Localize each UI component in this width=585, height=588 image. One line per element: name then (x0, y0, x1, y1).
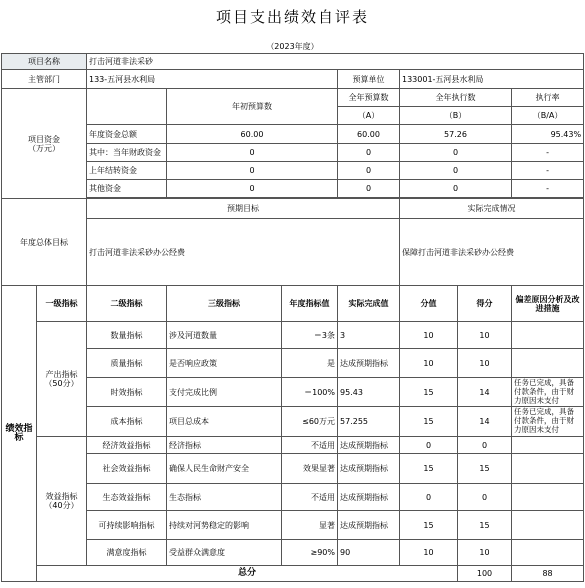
funds-exec: 57.26 (400, 125, 512, 144)
funds-row (2, 162, 584, 180)
perf-target: 是 (282, 349, 338, 378)
funds-annual: 0 (338, 180, 400, 198)
perf-target: 效果显著 (282, 454, 338, 484)
perf-got: 14 (458, 407, 512, 437)
perf-row (2, 322, 584, 349)
perf-row (2, 540, 584, 566)
perf-target: 不适用 (282, 484, 338, 511)
perf-l3: 持续对河势稳定的影响 (167, 511, 282, 540)
perf-actual: 95.43 (338, 378, 400, 407)
total-score: 100 (458, 566, 512, 582)
funds-annual: 60.00 (338, 125, 400, 144)
funds-exec: 0 (400, 180, 512, 198)
perf-l2: 质量指标 (87, 349, 167, 378)
funds-rate: - (512, 180, 584, 198)
perf-l2: 满意度指标 (87, 540, 167, 566)
perf-target: ＝3条 (282, 322, 338, 349)
perf-target: ≤60万元 (282, 407, 338, 437)
funds-rate: 95.43% (512, 125, 584, 144)
funds-corner (87, 89, 167, 125)
perf-header-l2: 二级指标 (87, 286, 167, 322)
perf-reason (512, 322, 584, 349)
page-title: 项目支出绩效自评表 (215, 8, 369, 26)
total-label: 总分 (37, 566, 458, 582)
goals-actual: 保障打击河道非法采砂办公经费 (400, 219, 584, 286)
perf-l2: 可持续影响指标 (87, 511, 167, 540)
total-got: 88 (512, 566, 584, 582)
header-a: （A） (338, 107, 400, 125)
perf-l3: 项目总成本 (167, 407, 282, 437)
perf-reason (512, 437, 584, 454)
funds-rate: - (512, 144, 584, 162)
output-label: 产出指标（50分） (37, 322, 87, 437)
perf-reason: 任务已完成，具备付款条件，由于财力原因未支付 (512, 407, 584, 437)
perf-header-score: 分值 (400, 286, 458, 322)
funds-row (2, 125, 584, 144)
perf-row (2, 484, 584, 511)
funds-initial: 0 (167, 162, 338, 180)
perf-reason (512, 484, 584, 511)
goals-expected: 打击河道非法采砂办公经费 (87, 219, 400, 286)
perf-target: 显著 (282, 511, 338, 540)
funds-row-label: 年度资金总额 (87, 125, 167, 144)
perf-row (2, 378, 584, 407)
funds-row-label: 其中：当年财政资金 (87, 144, 167, 162)
perf-actual: 3 (338, 322, 400, 349)
dept-value: 133-五河县水利局 (87, 70, 338, 89)
perf-l3: 是否响应政策 (167, 349, 282, 378)
funds-annual: 0 (338, 144, 400, 162)
perf-label: 绩效指标 (2, 286, 37, 582)
perf-reason (512, 511, 584, 540)
goals-label: 年度总体目标 (2, 199, 87, 286)
perf-l3: 确保人民生命财产安全 (167, 454, 282, 484)
perf-l3: 涉及河道数量 (167, 322, 282, 349)
perf-reason: 任务已完成，具备付款条件，由于财力原因未支付 (512, 378, 584, 407)
project-name-label: 项目名称 (2, 54, 87, 70)
perf-header-got: 得分 (458, 286, 512, 322)
perf-header-l3: 三级指标 (167, 286, 282, 322)
funds-initial: 0 (167, 180, 338, 198)
perf-score: 10 (400, 322, 458, 349)
goals-expected-header: 预期目标 (87, 199, 400, 219)
perf-reason (512, 540, 584, 566)
perf-row (2, 407, 584, 437)
perf-reason (512, 349, 584, 378)
dept-label: 主管部门 (2, 70, 87, 89)
perf-target: ≥90% (282, 540, 338, 566)
perf-row (2, 454, 584, 484)
perf-row (2, 349, 584, 378)
perf-actual: 90 (338, 540, 400, 566)
perf-actual: 达成预期指标 (338, 511, 400, 540)
funds-initial: 60.00 (167, 125, 338, 144)
project-name-value: 打击河道非法采砂 (87, 54, 584, 70)
perf-got: 10 (458, 540, 512, 566)
perf-actual: 达成预期指标 (338, 454, 400, 484)
perf-header-l1: 一级指标 (37, 286, 87, 322)
perf-got: 15 (458, 454, 512, 484)
header-annual: 全年预算数 (338, 89, 400, 107)
perf-got: 14 (458, 378, 512, 407)
header-exec: 全年执行数 (400, 89, 512, 107)
perf-score: 15 (400, 378, 458, 407)
perf-score: 15 (400, 407, 458, 437)
perf-got: 10 (458, 322, 512, 349)
perf-l2: 数量指标 (87, 322, 167, 349)
funds-row-label: 上年结转资金 (87, 162, 167, 180)
funds-exec: 0 (400, 162, 512, 180)
perf-score: 10 (400, 540, 458, 566)
unit-value: 133001-五河县水利局 (400, 70, 584, 89)
funds-row-label: 其他资金 (87, 180, 167, 198)
perf-score: 0 (400, 437, 458, 454)
unit-label: 预算单位 (338, 70, 400, 89)
perf-header-target: 年度指标值 (282, 286, 338, 322)
total-row (2, 566, 584, 582)
perf-score: 15 (400, 511, 458, 540)
perf-got: 0 (458, 484, 512, 511)
funds-initial: 0 (167, 144, 338, 162)
header-ba: （B/A） (512, 107, 584, 125)
year-label: （2023年度） (266, 42, 319, 51)
perf-l3: 生态指标 (167, 484, 282, 511)
perf-header-reason: 偏差原因分析及改进措施 (512, 286, 584, 322)
perf-l2: 成本指标 (87, 407, 167, 437)
perf-l2: 生态效益指标 (87, 484, 167, 511)
funds-rate: - (512, 162, 584, 180)
perf-l3: 经济指标 (167, 437, 282, 454)
perf-l2: 社会效益指标 (87, 454, 167, 484)
funds-label: 项目资金 （万元） (2, 89, 87, 199)
perf-got: 10 (458, 349, 512, 378)
perf-target: 不适用 (282, 437, 338, 454)
funds-row (2, 180, 584, 198)
perf-header-actual: 实际完成值 (338, 286, 400, 322)
perf-actual: 57.255 (338, 407, 400, 437)
perf-l3: 受益群众满意度 (167, 540, 282, 566)
perf-target: ＝100% (282, 378, 338, 407)
perf-l2: 时效指标 (87, 378, 167, 407)
effect-label: 效益指标（40分） (37, 437, 87, 566)
header-rate: 执行率 (512, 89, 584, 107)
perf-l3: 支付完成比例 (167, 378, 282, 407)
header-initial: 年初预算数 (167, 89, 338, 125)
perf-score: 0 (400, 484, 458, 511)
perf-actual: 达成预期指标 (338, 349, 400, 378)
evaluation-table (1, 53, 584, 582)
header-b: （B） (400, 107, 512, 125)
perf-score: 15 (400, 454, 458, 484)
perf-got: 15 (458, 511, 512, 540)
perf-reason (512, 454, 584, 484)
perf-row (2, 437, 584, 454)
perf-actual: 达成预期指标 (338, 484, 400, 511)
perf-got: 0 (458, 437, 512, 454)
perf-l2: 经济效益指标 (87, 437, 167, 454)
perf-actual: 达成预期指标 (338, 437, 400, 454)
goals-actual-header: 实际完成情况 (400, 199, 584, 219)
funds-annual: 0 (338, 162, 400, 180)
funds-exec: 0 (400, 144, 512, 162)
funds-row (2, 144, 584, 162)
perf-row (2, 511, 584, 540)
perf-score: 10 (400, 349, 458, 378)
